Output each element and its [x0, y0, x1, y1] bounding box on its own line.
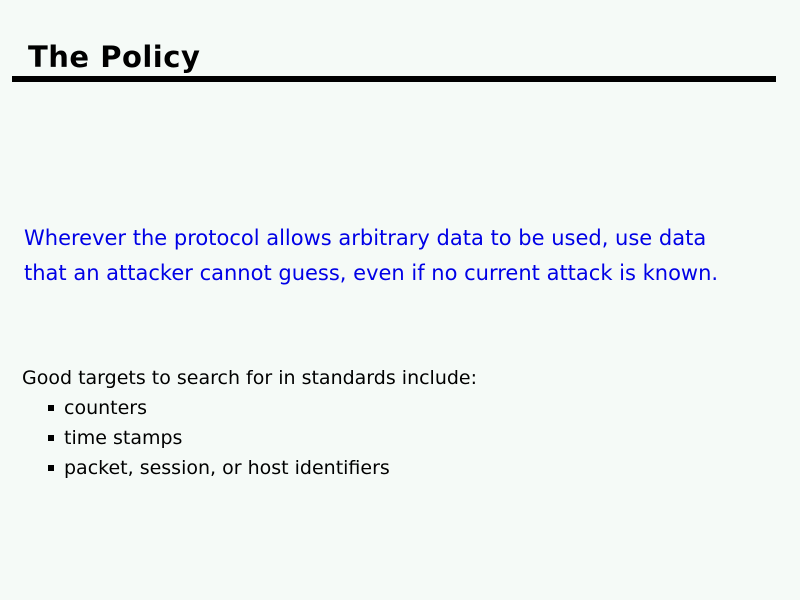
list-item-label: packet, session, or host identifiers	[64, 457, 390, 479]
policy-statement	[24, 221, 718, 291]
list-item	[48, 453, 390, 483]
list-item	[48, 393, 390, 423]
list-item-label: counters	[64, 397, 148, 419]
title-underline	[12, 76, 776, 82]
list-item	[48, 423, 390, 453]
targets-heading: Good targets to search for in standards include:	[22, 367, 478, 389]
targets-list	[48, 393, 390, 483]
list-item-label: time stamps	[64, 427, 183, 449]
policy-statement-line: Wherever the protocol allows arbitrary data to be used, use data	[24, 226, 707, 250]
policy-statement-line: that an attacker cannot guess, even if no current attack is known.	[24, 261, 719, 285]
bullet-square-icon	[48, 465, 54, 471]
bullet-square-icon	[48, 405, 54, 411]
bullet-square-icon	[48, 435, 54, 441]
slide-title: The Policy	[28, 40, 201, 74]
